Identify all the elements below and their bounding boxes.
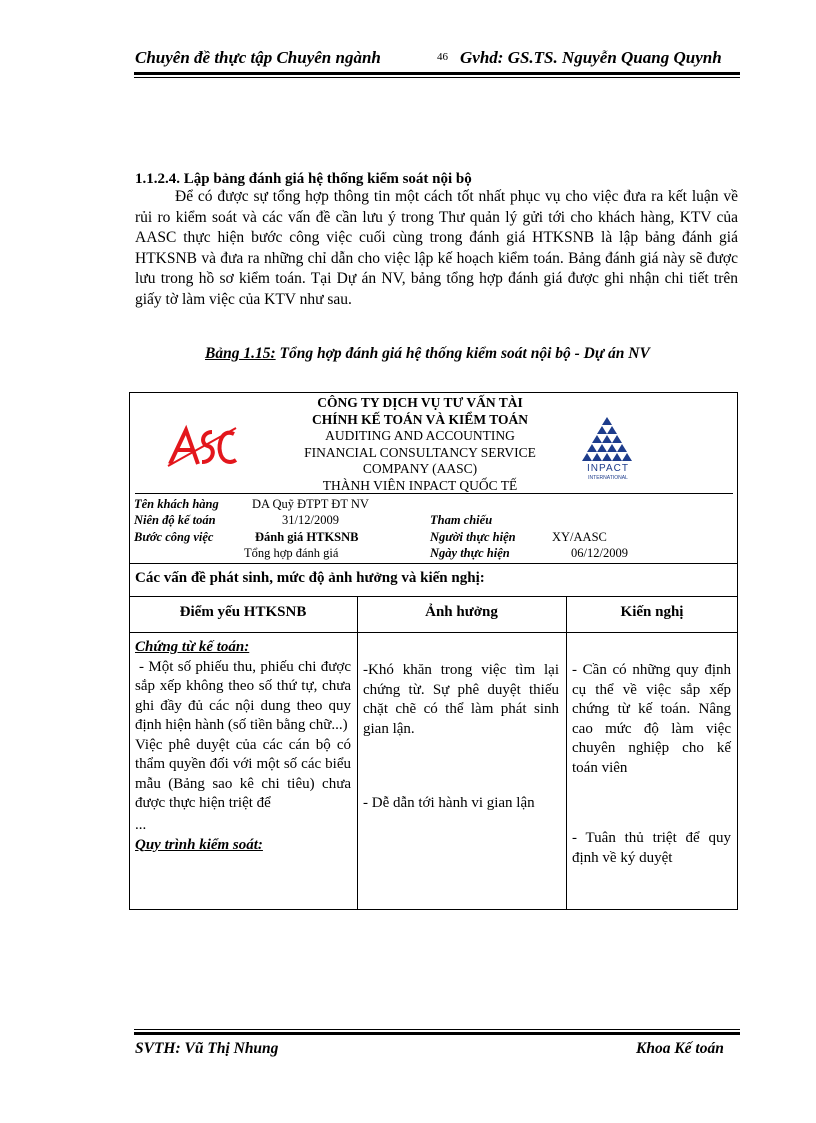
impact-item-1: -Khó khăn trong việc tìm lại chứng từ. Sự phê duyệt thiếu chặt chẽ có thể làm phát sinh gian lận. [363,662,559,737]
weakness-item-2: Việc phê duyệt của các cán bộ có thẩm quyền đối với một số các biểu mẫu (Bảng sao kê chi tiêu) chưa được thực hiện triệt để [135,736,351,811]
weakness-cell [135,638,351,855]
col-divider-1 [357,596,358,910]
company-line1: CÔNG TY DỊCH VỤ TƯ VẤN TÀI [317,395,523,410]
paragraph-text: Để có được sự tổng hợp thông tin một cách tốt nhất phục vụ cho việc đưa ra kết luận về rủi ro kiểm soát và các vấn đề cần lưu ý trong Thư quản lý gửi tới cho khách hàng, KTV của AASC thực hiện bước công việc cuối cùng trong đánh giá HTKSNB là lập bảng đánh giá HTKSNB và đưa ra những chỉ dẫn cho việc lập kế hoạch kiểm toán. Bảng đánh giá này sẽ được lưu trong hồ sơ kiểm toán. Tại Dự án NV, bảng tổng hợp đánh giá được ghi nhận chi tiết trên giấy tờ làm việc của KTV như sau. [135,188,738,308]
header-rule-thin [134,77,740,78]
date-label: Ngày thực hiện [430,546,510,560]
caption-text: Tổng hợp đánh giá hệ thống kiểm soát nội bộ - Dự án NV [275,345,650,362]
aasc-logo [166,424,238,470]
col-recommendation: Kiến nghị [620,604,684,620]
step-value: Đánh giá HTKSNB [255,530,359,544]
header-row-top [129,596,738,597]
company-line2: CHÍNH KẾ TOÁN VÀ KIỂM TOÁN [312,411,528,427]
header-rule [134,72,740,75]
header-row-bottom [129,632,738,633]
step-label: Bước công việc [134,530,214,544]
performer-value: XY/AASC [552,530,607,544]
weakness-item-1: - Một số phiếu thu, phiếu chi được sắp xếp không theo số thứ tự, chưa ghi đầy đủ các nội dung theo quy định hiện hành (số tiền bằng chữ...) [135,658,351,733]
impact-item-2: - Dễ dẫn tới hành vi gian lận [363,795,535,811]
inpact-logo-text: INPACT [587,463,629,474]
company-rule [135,493,733,494]
table-caption [205,345,650,363]
col-divider-2 [566,596,567,910]
weakness-heading: Chứng từ kế toán: [135,639,250,655]
inpact-logo-sub: INTERNATIONAL [588,475,628,481]
header-right: Gvhd: GS.TS. Nguyễn Quang Quynh [460,48,722,67]
footer-left: SVTH: Vũ Thị Nhung [135,1040,279,1057]
company-line5: COMPANY (AASC) [362,461,478,476]
recommendation-item-2: - Tuân thủ triệt để quy định về ký duyệt [572,830,731,866]
period-label: Niên độ kế toán [134,513,216,527]
weakness-dots: ... [135,816,147,833]
step-sub: Tổng hợp đánh giá [244,546,339,560]
company-line3: AUDITING AND ACCOUNTING [325,428,515,443]
ref-label: Tham chiếu [430,513,493,527]
recommendation-item-1: - Cần có những quy định cụ thể về việc sắp xếp chứng từ kế toán. Nâng cao mức độ làm việc chuyên nghiệp cho kế toán viên [572,662,731,776]
footer-rule-thin [134,1029,740,1030]
section-paragraph [135,187,738,310]
company-block [230,395,610,494]
caption-label: Bảng 1.15: [205,345,276,362]
header-left: Chuyên đề thực tập Chuyên ngành [135,48,381,67]
col-weakness: Điểm yếu HTKSNB [179,604,307,620]
weakness-heading-2: Quy trình kiểm soát: [135,836,263,853]
company-line4: FINANCIAL CONSULTANCY SERVICE [304,444,536,460]
period-value: 31/12/2009 [282,513,339,527]
company-line6: THÀNH VIÊN INPACT QUỐC TẾ [322,477,518,493]
client-label: Tên khách hàng [134,497,219,511]
date-value: 06/12/2009 [571,546,628,560]
performer-label: Người thực hiện [430,530,516,544]
col-impact: Ảnh hưởng [425,604,498,620]
footer-right: Khoa Kế toán [636,1040,724,1057]
page-number: 46 [437,51,448,63]
client-value: DA Quỹ ĐTPT ĐT NV [252,497,369,511]
section-heading: 1.1.2.4. Lập bảng đánh giá hệ thống kiểm soát nội bộ [135,171,472,187]
footer-rule [134,1032,740,1035]
table-top-rule [129,563,738,564]
table-title: Các vấn đề phát sinh, mức độ ảnh hưởng và kiến nghị: [135,570,485,586]
